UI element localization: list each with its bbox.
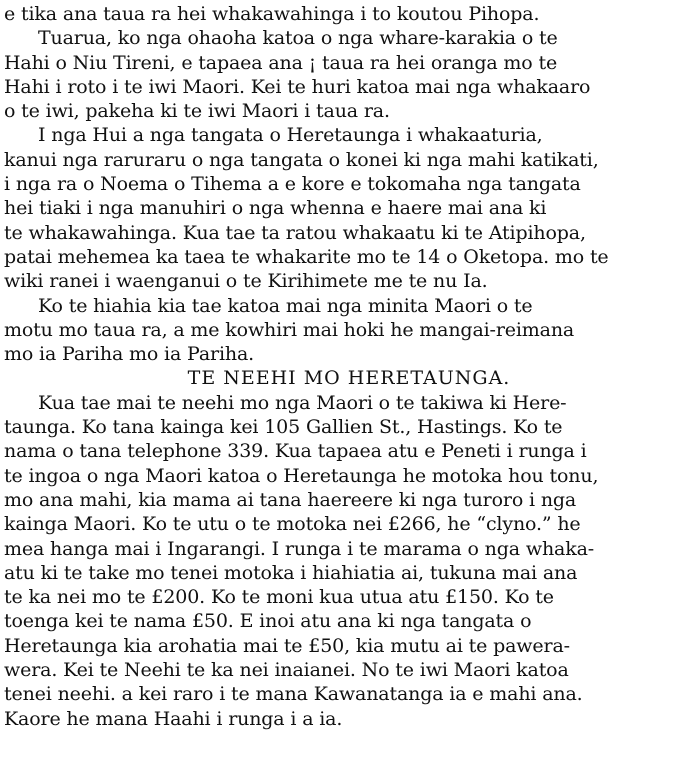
text-line: mo ia Pariha mo ia Pariha. [4,343,255,366]
paragraph [4,294,694,367]
text-line: e tika ana taua ra hei whakawahinga i to koutou Pihopa. [4,3,540,25]
section-heading [4,366,694,390]
text-line: taunga. Ko tana kainga kei 105 Gallien St., Hastings. Ko te [4,416,563,439]
text-line: hei tiaki i nga manuhiri o nga whenna e haere mai ana ki [4,197,547,220]
text-line: motu mo taua ra, a me kowhiri mai hoki he mangai-reimana [4,318,575,341]
text-line: Heretaunga kia arohatia mai te £50, kia mutu ai te pawera- [4,634,570,657]
text-line: wera. Kei te Neehi te ka nei inaianei. No te iwi Maori katoa [4,659,569,682]
text-line: I nga Hui a nga tangata o Heretaunga i whakaaturia, [38,124,543,147]
text-line: Hahi o Niu Tireni, e tapaea ana ¡ taua ra hei oranga mo te [4,51,558,74]
text-line: Tuarua, ko nga ohaoha katoa o nga whare-karakia o te [38,27,558,50]
text-line: toenga kei te nama £50. E inoi atu ana ki nga tangata o [4,610,532,633]
text-line: mo ana mahi, kia mama ai tana haereere ki nga turoro i nga [4,488,577,511]
text-line: i nga ra o Noema o Tihema a e kore e tokomaha nga tangata [4,173,581,196]
text-line: Kua tae mai te neehi mo nga Maori o te takiwa ki Here- [38,391,567,414]
text-line: te whakawahinga. Kua tae ta ratou whakaatu ki te Atipihopa, [4,221,586,244]
heading-text: TE NEEHI MO HERETAUNGA. [187,367,511,390]
paragraph [4,26,694,123]
text-line: Hahi i roto i te iwi Maori. Kei te huri katoa mai nga whakaaro [4,75,591,98]
text-line: wiki ranei i waenganui o te Kirihimete me te nu Ia. [4,270,488,293]
text-line: patai mehemea ka taea te whakarite mo te 14 o Oketopa. mo te [4,245,609,268]
text-line: nama o tana telephone 339. Kua tapaea atu e Peneti i runga i [4,440,587,463]
text-line: kainga Maori. Ko te utu o te motoka nei £266, he “clyno.” he [4,513,581,536]
text-line: atu ki te take mo tenei motoka i hiahiatia ai, tukuna mai ana [4,561,578,584]
paragraph [4,2,694,26]
text-line: mea hanga mai i Ingarangi. I runga i te marama o nga whaka- [4,537,595,560]
text-line: Kaore he mana Haahi i runga i a ia. [4,707,343,730]
text-line: o te iwi, pakeha ki te iwi Maori i taua ra. [4,100,390,123]
text-line: te ka nei mo te £200. Ko te moni kua utua atu £150. Ko te [4,586,554,609]
paragraph [4,391,694,731]
paragraph [4,123,694,293]
text-line: te ingoa o nga Maori katoa o Heretaunga he motoka hou tonu, [4,464,599,487]
text-line: tenei neehi. a kei raro i te mana Kawanatanga ia e mahi ana. [4,683,583,706]
text-line: Ko te hiahia kia tae katoa mai nga minita Maori o te [38,294,533,317]
document-body [4,2,694,731]
text-line: kanui nga raruraru o nga tangata o konei ki nga mahi katikati, [4,148,599,171]
